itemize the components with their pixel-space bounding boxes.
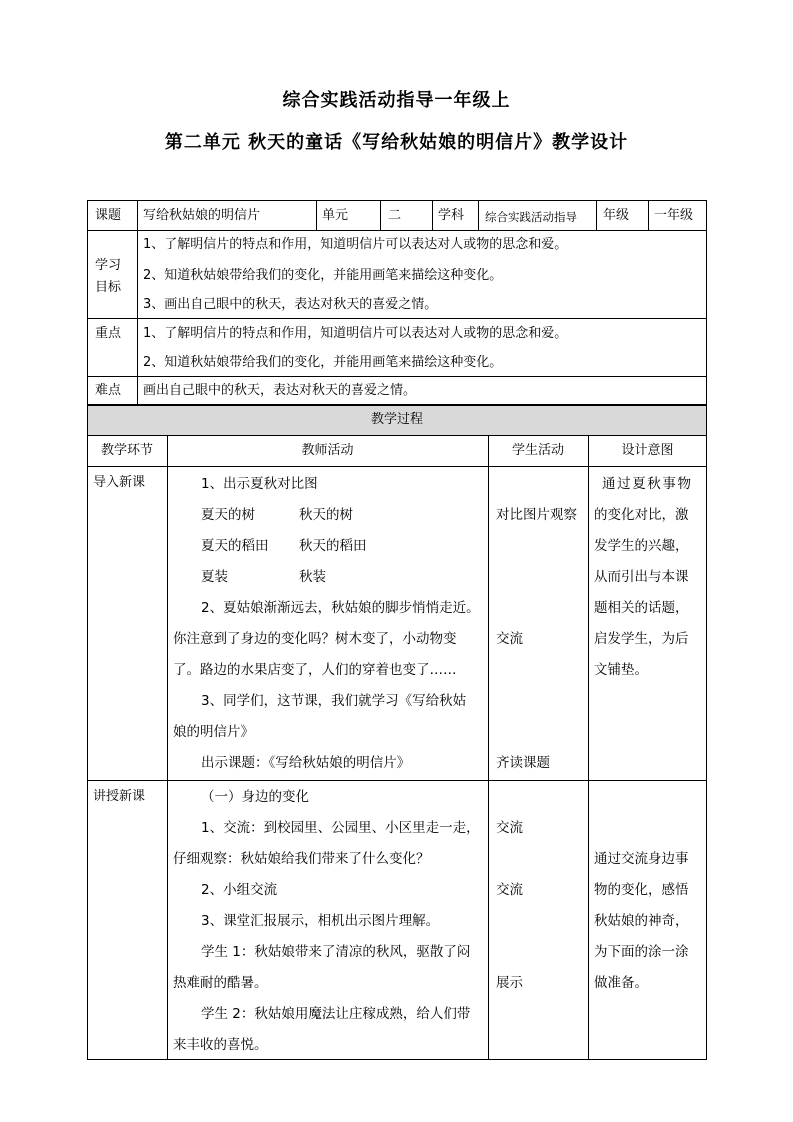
- teacher-line: 1、交流：到校园里、公园里、小区里走一走，: [201, 820, 480, 836]
- unit-value: 二: [388, 208, 402, 223]
- stage-teach: 讲授新课: [93, 789, 146, 804]
- goals-label-line2: 目标: [95, 280, 122, 295]
- teacher-line: 夏天的稻田: [201, 538, 269, 554]
- teacher-line: 娘的明信片》: [173, 724, 254, 740]
- intent-line: 题相关的话题，: [594, 600, 689, 616]
- intent-line: 通过交流身边事: [594, 851, 689, 867]
- intent-line: 秋姑娘的神奇，: [594, 913, 689, 929]
- difficulty-label: 难点: [95, 383, 122, 398]
- teacher-line: 夏装: [201, 569, 228, 585]
- goal-item: 2、知道秋姑娘带给我们的变化，并能用画笔来描绘这种变化。: [143, 268, 503, 283]
- student-activity: 对比图片观察: [496, 507, 577, 523]
- intent-line: 文铺垫。: [594, 662, 648, 678]
- teacher-line: 1、出示夏秋对比图: [201, 476, 318, 492]
- teacher-line: 秋装: [299, 569, 326, 585]
- student-activity: 交流: [496, 631, 523, 647]
- subject-value: 综合实践活动指导: [485, 210, 577, 224]
- teacher-line: 来丰收的喜悦。: [173, 1037, 268, 1053]
- col-header-stage: 教学环节: [100, 443, 153, 458]
- grade-label: 年级: [603, 208, 630, 223]
- key-point-item: 1、了解明信片的特点和作用，知道明信片可以表达对人或物的思念和爱。: [143, 326, 568, 341]
- process-title: 教学过程: [370, 412, 423, 427]
- teacher-line: 夏天的树: [201, 507, 255, 523]
- key-points-label: 重点: [95, 326, 122, 341]
- intent-line: 为下面的涂一涂: [594, 944, 689, 960]
- teacher-line: 你注意到了身边的变化吗？树木变了，小动物变: [173, 631, 457, 647]
- student-activity: 交流: [496, 820, 523, 836]
- document-subtitle: 第二单元 秋天的童话《写给秋姑娘的明信片》教学设计: [164, 132, 629, 153]
- col-header-intent: 设计意图: [621, 443, 674, 458]
- intent-line: 做准备。: [594, 975, 648, 991]
- teacher-line: 热难耐的酷暑。: [173, 975, 268, 991]
- intent-line: 从而引出与本课: [594, 569, 689, 585]
- teacher-line: 学生 2：秋姑娘用魔法让庄稼成熟，给人们带: [201, 1006, 471, 1022]
- teacher-line: 2、夏姑娘渐渐远去，秋姑娘的脚步悄悄走近。: [201, 600, 480, 616]
- key-point-item: 2、知道秋姑娘带给我们的变化，并能用画笔来描绘这种变化。: [143, 355, 503, 370]
- intent-line: 通过夏秋事物: [602, 476, 693, 492]
- teacher-line: 出示课题：《写给秋姑娘的明信片》: [201, 755, 411, 771]
- teacher-line: 秋天的稻田: [299, 538, 367, 554]
- lesson-label: 课题: [95, 208, 122, 223]
- intent-line: 发学生的兴趣，: [594, 538, 689, 554]
- document-title: 综合实践活动指导一年级上: [282, 90, 511, 111]
- goals-label-line1: 学习: [95, 258, 122, 273]
- intent-line: 的变化对比，激: [594, 507, 689, 523]
- teacher-line: （一）身边的变化: [201, 789, 309, 805]
- teacher-line: 2、小组交流: [201, 882, 278, 898]
- student-activity: 交流: [496, 882, 523, 898]
- goal-item: 1、了解明信片的特点和作用，知道明信片可以表达对人或物的思念和爱。: [143, 237, 568, 252]
- grade-value: 一年级: [654, 208, 694, 223]
- intent-line: 物的变化，感悟: [594, 882, 689, 898]
- col-header-student: 学生活动: [511, 443, 564, 458]
- intent-line: 启发学生，为后: [594, 631, 689, 647]
- goal-item: 3、画出自己眼中的秋天，表达对秋天的喜爱之情。: [143, 297, 438, 312]
- col-header-teacher: 教师活动: [301, 443, 354, 458]
- teacher-line: 3、同学们，这节课，我们就学习《写给秋姑: [201, 693, 467, 709]
- student-activity: 展示: [496, 975, 523, 991]
- teacher-line: 学生 1：秋姑娘带来了清凉的秋风，驱散了闷: [201, 944, 471, 960]
- lesson-value: 写给秋姑娘的明信片: [143, 208, 261, 223]
- stage-intro: 导入新课: [93, 475, 146, 490]
- unit-label: 单元: [322, 208, 349, 223]
- teacher-line: 仔细观察：秋姑娘给我们带来了什么变化？: [173, 851, 430, 867]
- subject-label: 学科: [438, 208, 465, 223]
- teacher-line: 秋天的树: [299, 507, 353, 523]
- student-activity: 齐读课题: [496, 755, 550, 771]
- teacher-line: 3、课堂汇报展示，相机出示图片理解。: [201, 913, 440, 929]
- teacher-line: 了。路边的水果店变了，人们的穿着也变了……: [173, 662, 457, 678]
- difficulty-text: 画出自己眼中的秋天，表达对秋天的喜爱之情。: [143, 383, 417, 398]
